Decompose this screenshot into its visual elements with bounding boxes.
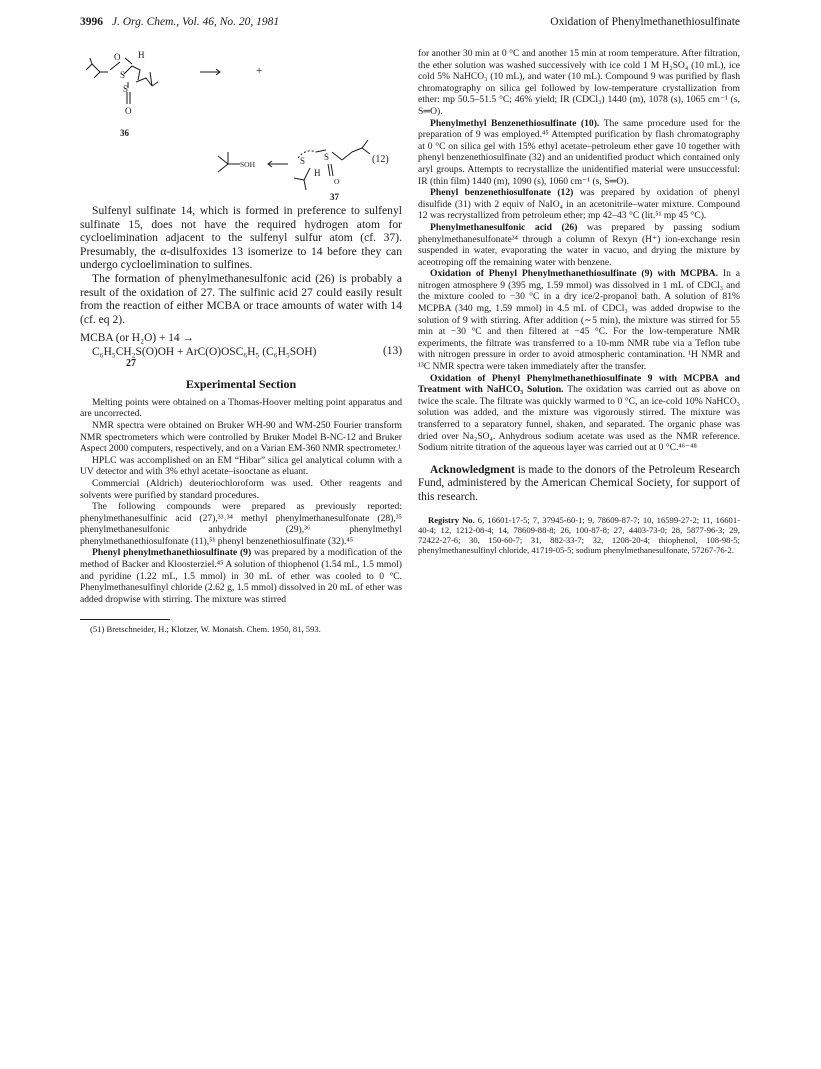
prep-9-text: was prepared by a modification of the method of Backer and Kloosterziel.⁴⁵ A solution of thiophenol (1.54 mL, 1.5 mmol) and pyridine (1.22 mL, 1.5 mmol) in 30 mL of ether was cooled to 0 °C. Phenylmethanesulfinyl chloride (2.62 g, 1.5 mmol) dissolved in 20 mL of ether was added dropwise with stirring. The mixture was stirred: [80, 547, 402, 605]
soh-label: SOH: [240, 160, 256, 169]
oxidation-paragraph-2: [418, 373, 740, 454]
prep-26-title: Phenylmethanesulfonic acid (26): [430, 221, 578, 233]
atom-o-37: O: [334, 177, 340, 186]
prep-10-text: The same procedure used for the preparation of 9 was employed.⁴⁵ Attempted purification by flash chromatography at 0 °C on silica gel with 15% ethyl acetate–petroleum ether gave 10 together with phenyl benzenethiosulfinate (32) and an unidentified product which contained only aryl groups. Attempts to recrystallize the unidentified material were unsuccessful: IR (thin film) 1440 (m), 1090 (s), 1060 cm⁻¹ (s, S═O).: [418, 117, 740, 187]
exp-paragraph-compounds: The following compounds were prepared as previously reported: phenylmethanesulfinic acid (27),³³˒³⁴ methyl phenylmethanesulfonate (28),³⁵ phenylmethanesulfonic anhydride (29),³⁶ phenylmethyl phenylmethanethiosulfonate (11),⁵¹ phenyl benzenethiosulfinate (32).⁴⁵: [80, 501, 402, 547]
exp-paragraph-reagents: Commercial (Aldrich) deuteriochloroform was used. Other reagents and solvents were purified by standard procedures.: [80, 477, 402, 501]
exp-paragraph-melting: Melting points were obtained on a Thomas-Hoover melting point apparatus and are uncorrected.: [80, 396, 402, 420]
prep-26-text: was prepared by passing sodium phenylmethanesulfonate³⁴ through a column of Rexyn (H⁺) ion-exchange resin suspended in water, evaporating the water in vacuo, and drying the mixture by aceotroping off the remaining water with benzene.: [418, 221, 740, 268]
discussion-paragraph-2: The formation of phenylmethanesulfonic acid (26) is probably a result of the oxidation of 27. The sulfinic acid 27 could easily result from the reaction of either MCBA or trace amounts of water with 14 (cf. eq 2).: [80, 271, 402, 326]
oxidation-paragraph-1: [418, 268, 740, 372]
journal-name: J. Org. Chem.,: [111, 16, 180, 28]
running-header: [80, 16, 740, 34]
atom-s-36b: S: [123, 84, 129, 94]
prep-paragraph-9: [80, 547, 402, 605]
footnote-rule: [80, 619, 170, 620]
registry-title: Registry No.: [428, 514, 475, 525]
oxidation-1-title: Oxidation of Phenyl Phenylmethanethiosulfinate (9) with MCPBA.: [430, 268, 718, 280]
registry-text: 6, 16601-17-5; 7, 37945-60-1; 9, 78609-87-7; 10, 16599-27-2; 11, 16601-40-4; 12, 1212-08-4; 14, 78609-88-8; 26, 100-87-8; 27, 4403-73-0; 28, 5877-96-3; 29, 72422-27-6; 30, 150-60-7; 31, 882-33-7; 32, 1208-20-4; thiophenol, 108-98-5; phenylmethanesulfinyl chloride, 41719-05-5; sodium phenylmethanesulfonate, 57267-76-2.: [418, 514, 741, 556]
atom-s-37b: S: [324, 152, 330, 162]
footnote-51: (51) Bretschneider, H.; Klotzer, W. Monatsh. Chem. 1950, 81, 593.: [90, 624, 321, 635]
prep-12-text: was prepared by oxidation of phenyl disulfide (31) with 2 equiv of NaIO₄ in an acetonitrile–water mixture. Compound 12 was recrystallized from petroleum ether; mp 42–43 °C (lit.⁵¹ mp 45 °C).: [418, 187, 740, 222]
acknowledgment-paragraph: [418, 464, 740, 505]
scheme-structures: [80, 48, 402, 204]
left-column: [80, 48, 402, 634]
exp-paragraph-nmr: NMR spectra were obtained on Bruker WH-90 and WM-250 Fourier transform NMR spectrometers which were controlled by Bruker Model B-NC-12 and Bruker Aspect 2000 computers, respectively, and on a Varian EM-360 NMR spectrometer.¹: [80, 419, 402, 455]
equation-13-line-2: C₆H₅CH₂S(O)OH + ArC(O)OSC₆H₅ (C₆H₅SOH): [92, 345, 317, 358]
journal-volume: Vol. 46, No. 20, 1981: [182, 16, 280, 28]
registry-numbers: [418, 515, 740, 556]
plus-sign: +: [256, 65, 263, 77]
acknowledgment-section: [418, 464, 740, 505]
running-title: Oxidation of Phenylmethanethiosulfinate: [550, 16, 740, 28]
label-36: 36: [120, 128, 129, 138]
atom-h-37: H: [314, 168, 321, 178]
oxidation-2-title: Oxidation of Phenyl Phenylmethanethiosulfinate 9 with MCPBA and Treatment with NaHCO₃ Solution.: [418, 372, 740, 396]
atom-h-36: H: [138, 50, 145, 60]
section-heading-experimental: Experimental Section: [185, 377, 297, 392]
discussion-paragraph-1: Sulfenyl sulfinate 14, which is formed in preference to sulfenyl sulfinate 15, does not have the required hydrogen atom for cycloelimination adjacent to the sulfenyl sulfur atom (cf. 37). Presumably, the α-disulfoxides 13 isomerize to 14 before they can undergo cycloelimination to sulfines.: [80, 204, 402, 272]
equation-13-label: 27: [126, 358, 136, 370]
arrow-forward: [200, 69, 220, 75]
header-citation: [80, 16, 279, 28]
reaction-scheme: [80, 48, 402, 204]
atom-s-37a: S: [300, 156, 306, 166]
label-37: 37: [330, 192, 339, 202]
prep-paragraph-10: [418, 118, 740, 188]
page-number: 3996: [80, 16, 103, 28]
arrow-back: [268, 161, 288, 167]
atom-s-36a: S: [120, 70, 126, 80]
atom-o-36b: O: [125, 106, 132, 116]
structure-37: [294, 140, 370, 190]
prep-10-title: Phenylmethyl Benzenethiosulfinate (10).: [430, 117, 600, 129]
oxidation-2-text: The oxidation was carried out as above on twice the scale. The filtrate was quickly warmed to 0 °C, an ice-cold 10% NaHCO₃ solution was added, and the mixture was vigorously stirred. The mixture was transferred to a separatory funnel, shaken, and separated. The organic phase was dried over Na₂SO₄. Anhydrous sodium acetate was used as the NMR reference. Sodium nitrite titration of the aqueous layer was carried out at 0 °C.⁴⁶⁻⁴⁸: [418, 384, 741, 454]
prep-9-title: Phenyl phenylmethanethiosulfinate (9): [92, 547, 252, 559]
prep-9-continued: for another 30 min at 0 °C and another 15 min at room temperature. After filtration, the ether solution was washed successively with ice cold 1 M H₂SO₄ (10 mL), ice cold 5% NaHCO₃ (10 mL), and water (10 mL). Compound 9 was purified by flash chromatography on silica gel followed by low-temperature crystallization from ether: mp 50.5–51.5 °C; 46% yield; IR (CDCl₃) 1440 (m), 1078 (s), 1065 cm⁻¹ (s, S═O).: [418, 48, 740, 117]
prep-paragraph-12: [418, 187, 740, 222]
structure-soh: [218, 152, 240, 172]
equation-13: [80, 332, 402, 369]
exp-paragraph-hplc: HPLC was accomplished on an EM “Hibar” silica gel analytical column with a UV detector and with 3% ethyl acetate–isooctane as eluant.: [80, 454, 402, 478]
equation-number-12: (12): [372, 154, 389, 165]
equation-13-line-1: MCBA (or H₂O) + 14 →: [80, 332, 194, 345]
structure-36: [86, 58, 158, 104]
right-column: [418, 48, 740, 555]
atom-o-36: O: [114, 52, 121, 62]
acknowledgment-text: is made to the donors of the Petroleum Research Fund, administered by the American Chemical Society, for support of this research.: [418, 463, 740, 503]
prep-12-title: Phenyl benzenethiosulfonate (12): [430, 187, 574, 199]
prep-paragraph-26: [418, 222, 740, 268]
oxidation-1-text: In a nitrogen atmosphere 9 (395 mg, 1.59 mmol) was dissolved in 1 mL of CDCl₃ and the mixture cooled to −30 °C in a dry ice/2-propanol bath. A solution of 81% MCPBA (340 mg, 1.59 mmol) in 4.5 mL of CDCl₃ was added dropwise to the solution of 9 with stirring. After addition (∼5 min), the mixture was stirred for 55 min at −30 °C and then filtered at −45 °C. For the low-temperature NMR experiments, the filtrate was transferred to a 10-mm NMR tube via a Teflon tube with nitrogen pressure in order to avoid atmospheric contamination. ¹H NMR and ¹³C NMR spectra were taken immediately after the transfer.: [418, 268, 740, 373]
acknowledgment-title: Acknowledgment: [430, 463, 515, 476]
equation-13-number: (13): [383, 345, 402, 358]
